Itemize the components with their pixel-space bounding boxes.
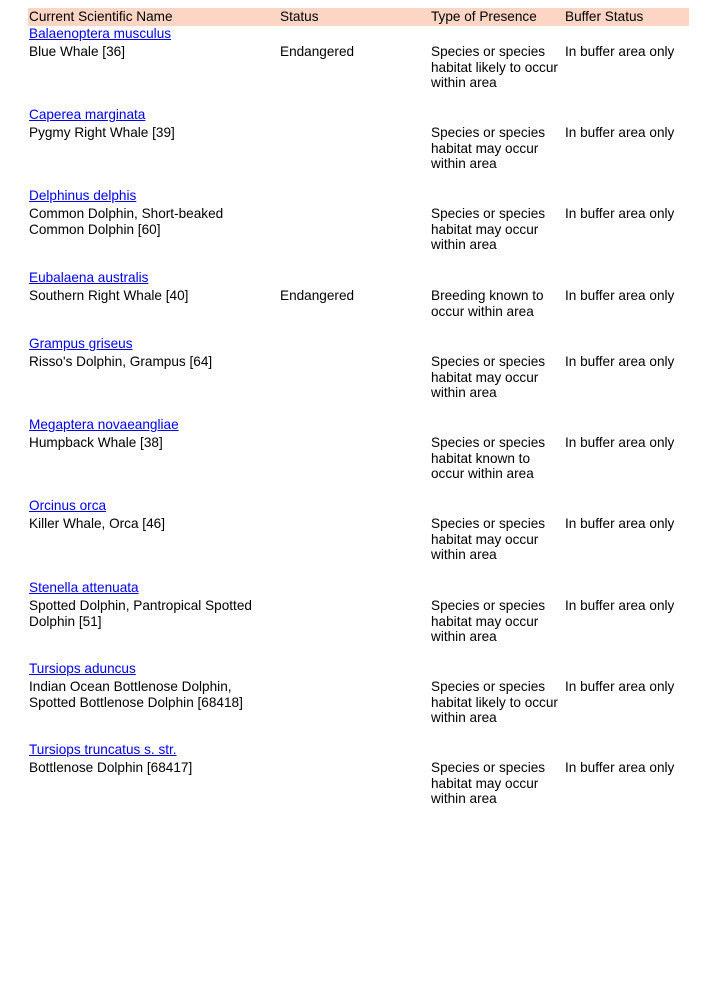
buffer-status: In buffer area only: [565, 354, 675, 369]
type-of-presence: Species or species habitat may occur within area: [431, 516, 546, 563]
scientific-name-link[interactable]: Tursiops truncatus s. str.: [29, 742, 177, 757]
common-name: Indian Ocean Bottlenose Dolphin, Spotted Bottlenose Dolphin [68418]: [29, 679, 243, 710]
type-of-presence: Species or species habitat may occur within area: [431, 206, 546, 253]
buffer-status: In buffer area only: [565, 206, 675, 221]
table-row: [28, 336, 689, 416]
scientific-name-link[interactable]: Tursiops aduncus: [29, 661, 136, 676]
type-of-presence: Species or species habitat likely to occur within area: [431, 44, 558, 91]
table-header: [28, 8, 689, 26]
header-buffer-status: Buffer Status: [565, 9, 644, 24]
common-name: Humpback Whale [38]: [29, 435, 163, 450]
table-row: [28, 661, 689, 741]
status: Endangered: [280, 44, 355, 59]
type-of-presence: Species or species habitat may occur within area: [431, 598, 546, 645]
status: Endangered: [280, 288, 355, 303]
scientific-name-link[interactable]: Megaptera novaeangliae: [29, 417, 179, 432]
buffer-status: In buffer area only: [565, 44, 675, 59]
table-row: [28, 188, 689, 268]
common-name: Spotted Dolphin, Pantropical Spotted Dolphin [51]: [29, 598, 252, 629]
common-name: Risso's Dolphin, Grampus [64]: [29, 354, 213, 369]
scientific-name-link[interactable]: Delphinus delphis: [29, 188, 137, 203]
buffer-status: In buffer area only: [565, 598, 675, 613]
header-status: Status: [280, 9, 319, 24]
table-row: [28, 417, 689, 497]
type-of-presence: Species or species habitat may occur within area: [431, 354, 546, 401]
scientific-name-link[interactable]: Eubalaena australis: [29, 270, 149, 285]
header-type-of-presence: Type of Presence: [431, 9, 537, 24]
scientific-name-link[interactable]: Stenella attenuata: [29, 580, 139, 595]
common-name: Killer Whale, Orca [46]: [29, 516, 165, 531]
common-name: Blue Whale [36]: [29, 44, 125, 59]
type-of-presence: Species or species habitat may occur within area: [431, 760, 546, 807]
buffer-status: In buffer area only: [565, 125, 675, 140]
table-row: [28, 26, 689, 106]
buffer-status: In buffer area only: [565, 435, 675, 450]
scientific-name-link[interactable]: Caperea marginata: [29, 107, 146, 122]
buffer-status: In buffer area only: [565, 679, 675, 694]
type-of-presence: Species or species habitat known to occur within area: [431, 435, 546, 482]
table-row: [28, 742, 689, 822]
common-name: Bottlenose Dolphin [68417]: [29, 760, 193, 775]
buffer-status: In buffer area only: [565, 516, 675, 531]
common-name: Southern Right Whale [40]: [29, 288, 189, 303]
common-name: Common Dolphin, Short-beaked Common Dolphin [60]: [29, 206, 224, 237]
scientific-name-link[interactable]: Grampus griseus: [29, 336, 133, 351]
type-of-presence: Breeding known to occur within area: [431, 288, 544, 319]
common-name: Pygmy Right Whale [39]: [29, 125, 175, 140]
buffer-status: In buffer area only: [565, 760, 675, 775]
type-of-presence: Species or species habitat likely to occur within area: [431, 679, 558, 726]
buffer-status: In buffer area only: [565, 288, 675, 303]
table-row: [28, 580, 689, 660]
type-of-presence: Species or species habitat may occur within area: [431, 125, 546, 172]
scientific-name-link[interactable]: Balaenoptera musculus: [29, 26, 172, 41]
table-row: [28, 107, 689, 187]
header-scientific-name: Current Scientific Name: [29, 9, 173, 24]
scientific-name-link[interactable]: Orcinus orca: [29, 498, 107, 513]
table-row: [28, 498, 689, 578]
